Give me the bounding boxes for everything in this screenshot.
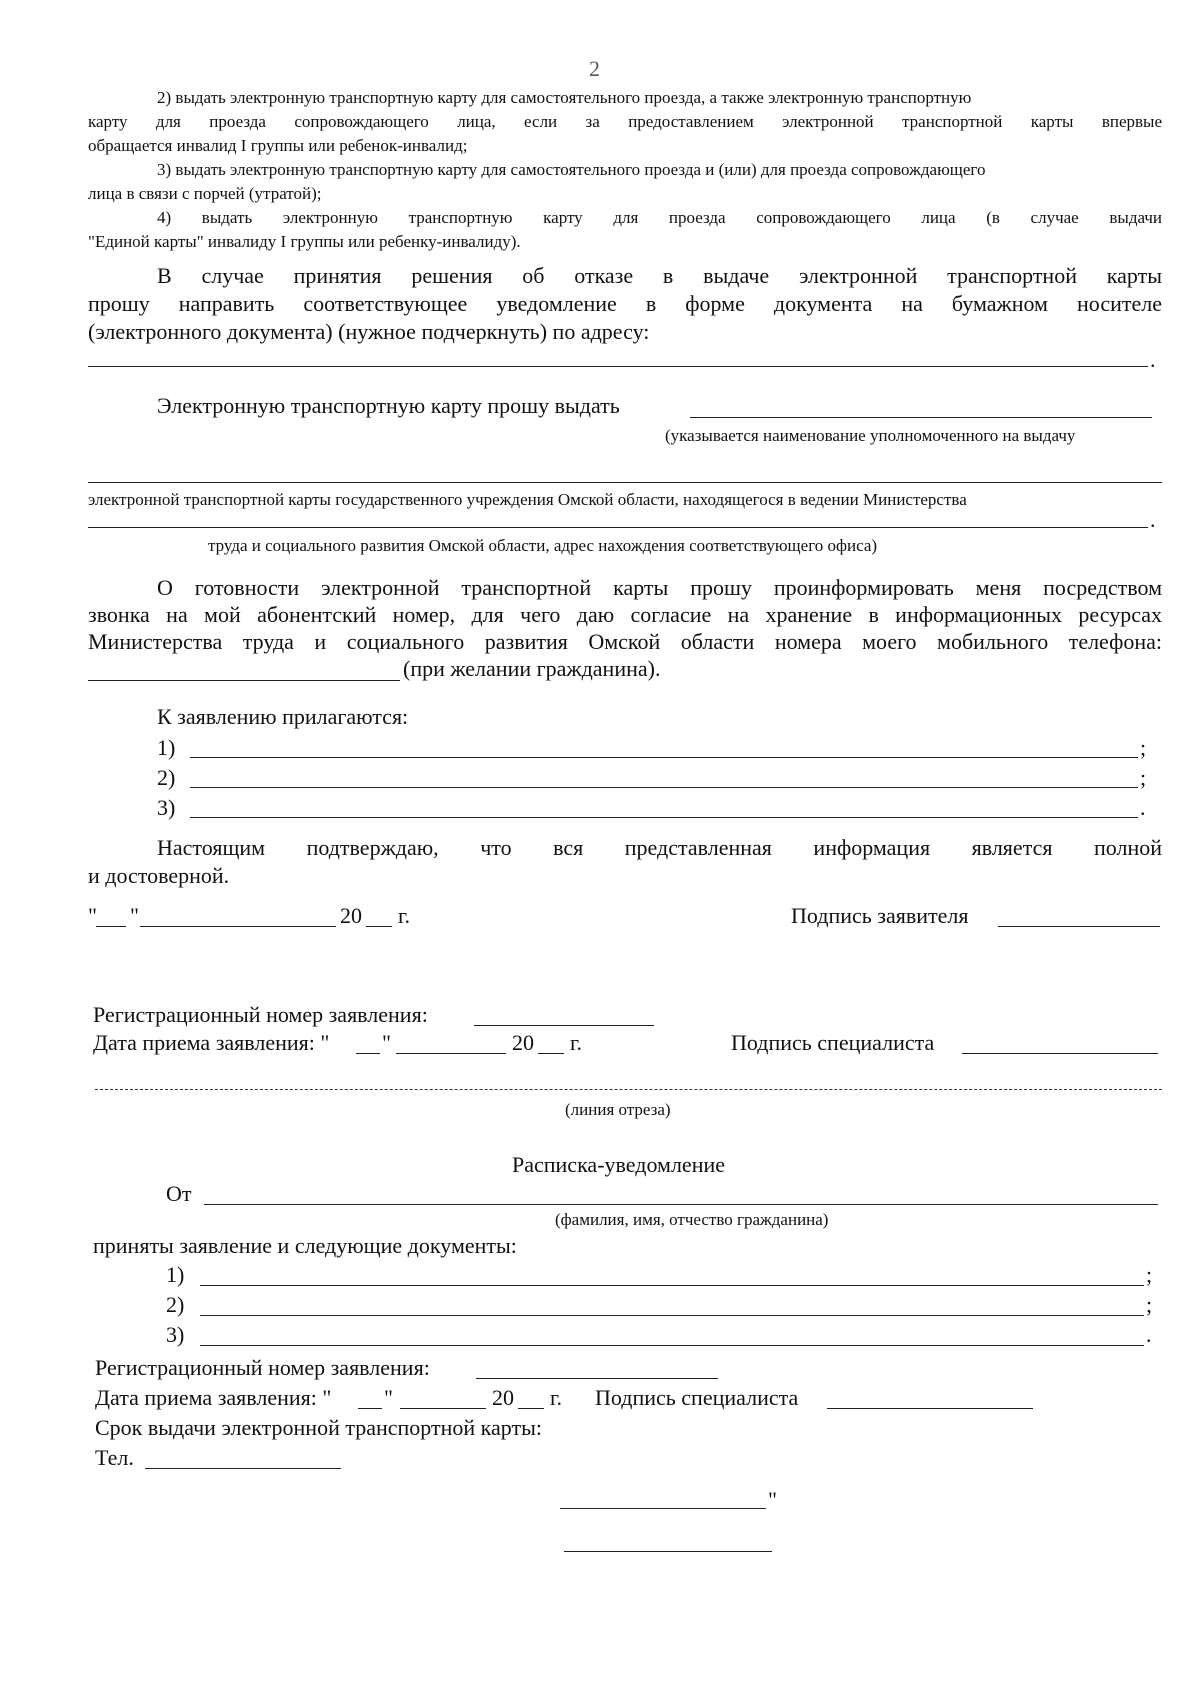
issue-label: Электронную транспортную карту прошу выдать	[157, 393, 620, 418]
receipt-from-hint: (фамилия, имя, отчество гражданина)	[555, 1210, 829, 1229]
notify-line-1: О готовности электронной транспортной карты прошу проинформировать меня посредством	[157, 575, 1162, 600]
attachment-3-field[interactable]	[190, 817, 1138, 818]
refusal-address-field[interactable]	[88, 366, 1148, 367]
confirm-line-1: Настоящим подтверждаю, что вся представленная информация является полной	[157, 835, 1162, 860]
item-3-line-1: 3) выдать электронную транспортную карту для самостоятельного проезда и (или) для проезда сопровождающего	[157, 160, 986, 179]
issue-office-field-3[interactable]	[88, 527, 1148, 528]
receipt-term-label: Срок выдачи электронной транспортной карты:	[95, 1415, 543, 1440]
receipt-from-field[interactable]	[204, 1204, 1158, 1205]
specialist-sign-label: Подпись специалиста	[731, 1030, 935, 1055]
receipt-doc-1-number: 1)	[166, 1262, 185, 1287]
confirm-line-2: и достоверной.	[88, 863, 230, 888]
issue-hint-2: электронной транспортной карты государственного учреждения Омской области, находящегося в ведении Министерства	[88, 490, 967, 509]
issue-end-mark: .	[1150, 507, 1156, 532]
reg-date-year-suffix: г.	[570, 1030, 583, 1055]
notify-line-3: Министерства труда и социального развития Омской области номера моего мобильного телефона:	[88, 629, 1162, 654]
receipt-doc-3-number: 3)	[166, 1322, 185, 1347]
receipt-date-year-suffix: г.	[550, 1385, 563, 1410]
notify-line-4: (при желании гражданина).	[403, 656, 661, 681]
reg-date-year-prefix: 20	[512, 1030, 534, 1055]
refusal-line-1: В случае принятия решения об отказе в выдаче электронной транспортной карты	[157, 263, 1162, 288]
receipt-doc-3-field[interactable]	[200, 1345, 1144, 1346]
receipt-date-label: Дата приема заявления: "	[95, 1385, 332, 1410]
reg-number-field[interactable]	[474, 1025, 654, 1026]
applicant-sign-field[interactable]	[998, 926, 1160, 927]
date-quote-close: "	[130, 903, 139, 928]
date-year-field[interactable]	[366, 926, 392, 927]
date-quote-open: "	[88, 903, 97, 928]
receipt-date-year-field[interactable]	[518, 1408, 544, 1409]
refusal-end-mark: .	[1150, 347, 1156, 372]
refusal-line-2: прошу направить соответствующее уведомление в форме документа на бумажном носителе	[88, 291, 1162, 316]
cut-dashed-line	[95, 1089, 1162, 1090]
reg-date-quote-close: "	[382, 1030, 391, 1055]
item-3-line-2: лица в связи с порчей (утратой);	[88, 184, 322, 203]
date-month-field[interactable]	[140, 926, 336, 927]
attachment-3-end: .	[1140, 795, 1146, 820]
notify-line-2: звонка на мой абонентский номер, для чего даю согласие на хранение в информационных ресурсах	[88, 602, 1162, 627]
item-2-line-1: 2) выдать электронную транспортную карту для самостоятельного проезда, а также электронную транспортную	[157, 88, 972, 107]
date-year-prefix: 20	[340, 903, 362, 928]
cut-line-caption: (линия отреза)	[565, 1100, 671, 1119]
applicant-sign-label: Подпись заявителя	[791, 903, 969, 928]
page-number: 2	[589, 56, 600, 81]
item-2-line-3: обращается инвалид I группы или ребенок-инвалид;	[88, 136, 468, 155]
receipt-doc-2-number: 2)	[166, 1292, 185, 1317]
receipt-date-month-field[interactable]	[400, 1408, 486, 1409]
issue-hint-3: труда и социального развития Омской области, адрес нахождения соответствующего офиса)	[208, 536, 878, 555]
receipt-tel-field[interactable]	[145, 1468, 341, 1469]
date-year-suffix: г.	[398, 903, 411, 928]
attachment-2-field[interactable]	[190, 787, 1138, 788]
reg-date-year-field[interactable]	[538, 1053, 564, 1054]
receipt-reg-number-label: Регистрационный номер заявления:	[95, 1355, 430, 1380]
receipt-from-label: От	[166, 1181, 192, 1206]
receipt-specialist-sign-label: Подпись специалиста	[595, 1385, 799, 1410]
receipt-date-quote-close: "	[384, 1385, 393, 1410]
receipt-doc-2-end: ;	[1146, 1292, 1153, 1317]
reg-date-day-field[interactable]	[356, 1053, 380, 1054]
issue-office-field-2[interactable]	[88, 482, 1162, 483]
specialist-sign-field[interactable]	[962, 1053, 1158, 1054]
attachment-3-number: 3)	[157, 795, 176, 820]
reg-number-label: Регистрационный номер заявления:	[93, 1002, 428, 1027]
phone-field[interactable]	[88, 680, 400, 681]
reg-date-label: Дата приема заявления: "	[93, 1030, 330, 1055]
closing-signature-line-2	[564, 1551, 772, 1552]
receipt-doc-3-end: .	[1146, 1322, 1152, 1347]
receipt-docs-title: приняты заявление и следующие документы:	[93, 1233, 517, 1258]
receipt-date-day-field[interactable]	[358, 1408, 382, 1409]
issue-office-field[interactable]	[690, 417, 1152, 418]
attachment-1-number: 1)	[157, 735, 176, 760]
attachment-2-number: 2)	[157, 765, 176, 790]
attachment-2-end: ;	[1140, 765, 1147, 790]
receipt-date-year-prefix: 20	[492, 1385, 514, 1410]
attachments-title: К заявлению прилагаются:	[157, 704, 409, 729]
item-4-line-2: "Единой карты" инвалиду I группы или ребенку-инвалиду).	[88, 232, 521, 251]
reg-date-month-field[interactable]	[396, 1053, 506, 1054]
item-4-line-1: 4) выдать электронную транспортную карту для проезда сопровождающего лица (в случае выдачи	[157, 208, 1162, 227]
receipt-doc-1-end: ;	[1146, 1262, 1153, 1287]
attachment-1-field[interactable]	[190, 757, 1138, 758]
closing-signature-line-1[interactable]	[560, 1508, 766, 1509]
attachment-1-end: ;	[1140, 735, 1147, 760]
receipt-doc-2-field[interactable]	[200, 1315, 1144, 1316]
date-day-field[interactable]	[96, 926, 126, 927]
receipt-reg-number-field[interactable]	[476, 1378, 718, 1379]
receipt-title: Расписка-уведомление	[512, 1152, 726, 1177]
receipt-specialist-sign-field[interactable]	[827, 1408, 1033, 1409]
receipt-tel-label: Тел.	[95, 1445, 134, 1470]
receipt-doc-1-field[interactable]	[200, 1285, 1144, 1286]
refusal-line-3: (электронного документа) (нужное подчеркнуть) по адресу:	[88, 319, 650, 344]
item-2-line-2: карту для проезда сопровождающего лица, если за предоставлением электронной транспортной карты впервые	[88, 112, 1162, 131]
closing-quote: "	[768, 1487, 777, 1512]
issue-hint-1: (указывается наименование уполномоченного на выдачу	[665, 426, 1076, 445]
